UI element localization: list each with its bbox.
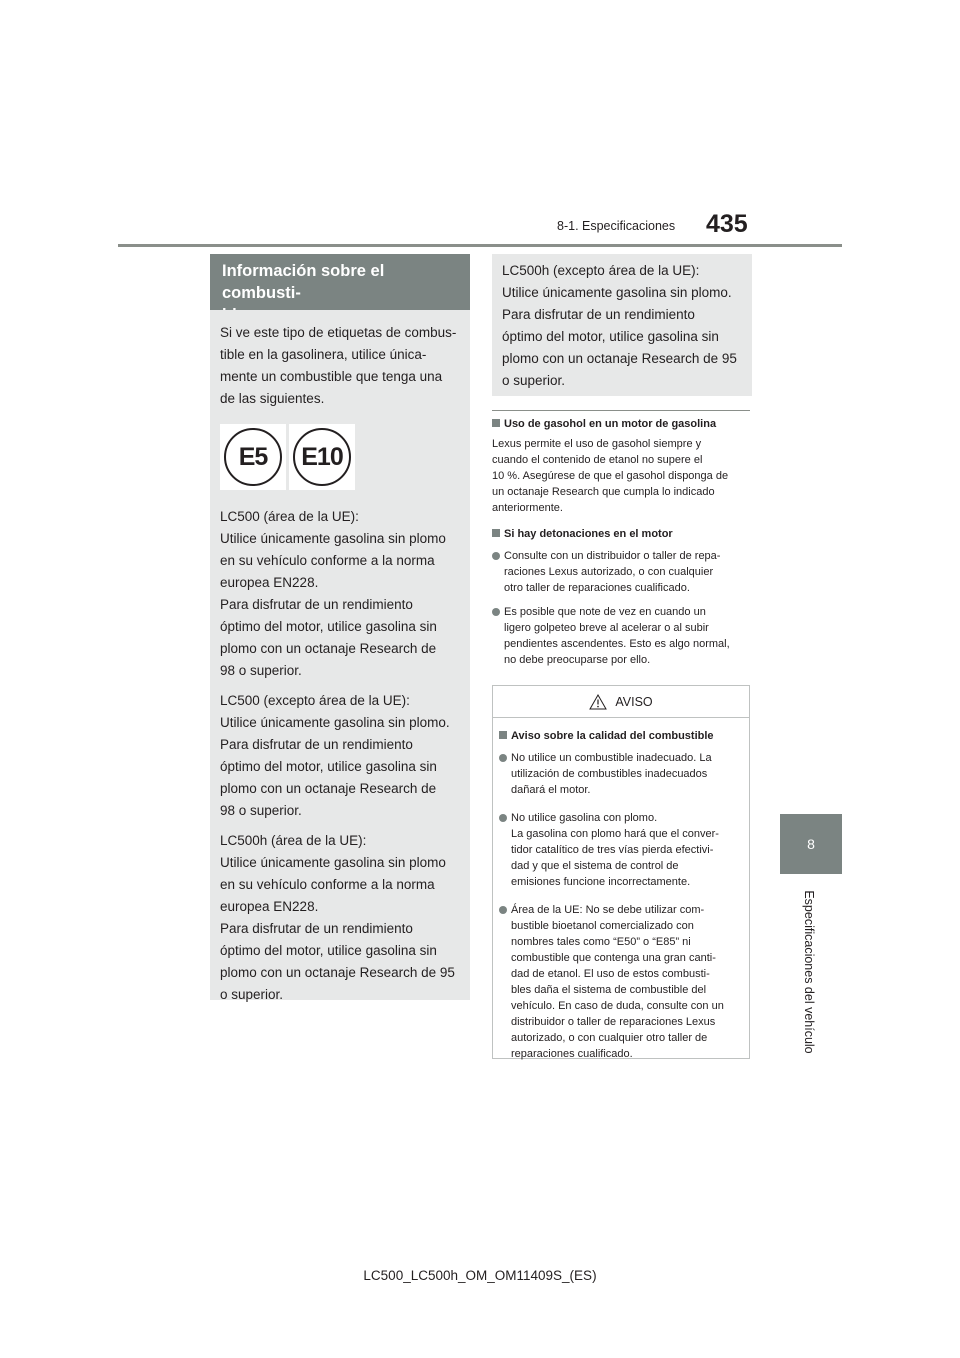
dot-bullet-icon <box>492 608 500 616</box>
dot-bullet-icon <box>499 814 507 822</box>
square-bullet-icon <box>492 529 500 537</box>
fuel-label-e5 <box>220 424 286 490</box>
page-number: 435 <box>706 210 748 238</box>
lc500h-eu-block: LC500h (área de la UE): Utilice únicamente gasolina sin plomo en su vehículo conforme a la norma europea EN228. Para disfrutar de un rendimiento óptimo del motor, utilice gasolina sin plomo con un octanaje Research de 95 o superior. <box>220 833 455 1002</box>
fuel-label-row <box>220 424 460 490</box>
list-item <box>492 548 754 596</box>
warning-bullet-1: No utilice un combustible inadecuado. La utilización de combustibles inadecuados dañará el motor. <box>511 752 712 796</box>
fuel-label-e5-text: E5 <box>238 442 268 471</box>
manual-id-footer: LC500_LC500h_OM_OM11409S_(ES) <box>363 1268 597 1283</box>
knock-heading <box>492 526 754 542</box>
warning-heading-text: Aviso sobre la calidad del combustible <box>511 730 714 742</box>
dot-bullet-icon <box>499 754 507 762</box>
chapter-number: 8 <box>807 836 815 852</box>
dot-bullet-icon <box>492 552 500 560</box>
gasohol-text: Lexus permite el uso de gasohol siempre y cuando el contenido de etanol no supere el 10 %. Asegúrese de que el gasohol disponga de un octanaje Research que cumpla lo indicado anteriormente. <box>492 438 729 514</box>
lc500h-non-eu-text: LC500h (excepto área de la UE): Utilice únicamente gasolina sin plomo. Para disfrutar de un rendimiento óptimo del motor, utilice gasolina sin plomo con un octanaje Research de 95 o superior. <box>502 263 737 388</box>
dot-bullet-icon <box>499 906 507 914</box>
chapter-tab[interactable] <box>780 814 842 874</box>
fuel-info-heading <box>210 254 470 310</box>
knock-bullet-1: Consulte con un distribuidor o taller de repa- raciones Lexus autorizado, o con cualquier otro taller de reparaciones cualificado. <box>504 550 721 594</box>
warning-heading <box>499 728 743 744</box>
knock-bullet-2: Es posible que note de vez en cuando un ligero golpeteo breve al acelerar o al subir pendientes ascendentes. Esto es algo normal, no debe preocuparse por ello. <box>504 606 730 666</box>
warning-bullet-3: Área de la UE: No se debe utilizar com- bustible bioetanol comercializado con nombres tales como “E50” o “E85” ni combustible que contenga una gran canti- dad de etanol. El uso de estos combusti- bles daña el sistema de combustible del vehículo. En caso de duda, consulte con un distribuidor o taller de reparaciones Lexus autorizado, o con cualquier otro taller de reparaciones cualificado. <box>511 904 724 1060</box>
warning-bullet-2: No utilice gasolina con plomo. La gasolina con plomo hará que el conver- tidor catalítico de tres vías pierda efectivi- dad y que el sistema de control de emisiones funcione incorrectamente. <box>511 812 719 888</box>
list-item <box>499 750 743 798</box>
warning-box <box>492 685 750 1059</box>
chapter-side-label: Especificaciones del vehículo <box>802 890 816 1054</box>
gasohol-heading <box>492 416 754 432</box>
gasohol-section <box>492 416 754 516</box>
warning-triangle-icon <box>589 694 607 710</box>
section-title: 8-1. Especificaciones <box>557 219 676 233</box>
warning-header <box>493 686 749 718</box>
lc500-eu-block: LC500 (área de la UE): Utilice únicamente gasolina sin plomo en su vehículo conforme a la norma europea EN228. Para disfrutar de un rendimiento óptimo del motor, utilice gasolina sin plomo con un octanaje Research de 98 o superior. <box>220 509 446 678</box>
warning-title: AVISO <box>615 694 653 709</box>
fuel-label-e10 <box>289 424 355 490</box>
fuel-info-box <box>210 310 470 1000</box>
right-divider <box>492 410 750 411</box>
square-bullet-icon <box>492 419 500 427</box>
lc500-non-eu-block: LC500 (excepto área de la UE): Utilice únicamente gasolina sin plomo. Para disfrutar de un rendimiento óptimo del motor, utilice gasolina sin plomo con un octanaje Research de 98 o superior. <box>220 693 450 818</box>
fuel-label-e5-circle <box>224 428 282 486</box>
list-item <box>499 902 743 1062</box>
warning-content <box>493 718 749 1062</box>
fuel-label-e10-circle <box>293 428 351 486</box>
knock-heading-text: Si hay detonaciones en el motor <box>504 528 673 540</box>
fuel-label-e10-text: E10 <box>301 442 343 471</box>
gasohol-heading-text: Uso de gasohol en un motor de gasolina <box>504 418 717 430</box>
fuel-info-intro: Si ve este tipo de etiquetas de combus- tible en la gasolinera, utilice única- mente un combustible que tenga una de las siguientes. <box>220 325 457 406</box>
lc500h-non-eu-box <box>492 254 752 396</box>
list-item <box>499 810 743 890</box>
fuel-info-heading-text: Información sobre el combusti- <box>222 262 385 302</box>
list-item <box>492 604 754 668</box>
knock-section <box>492 526 754 668</box>
header-rule <box>118 244 842 247</box>
square-bullet-icon <box>499 731 507 739</box>
